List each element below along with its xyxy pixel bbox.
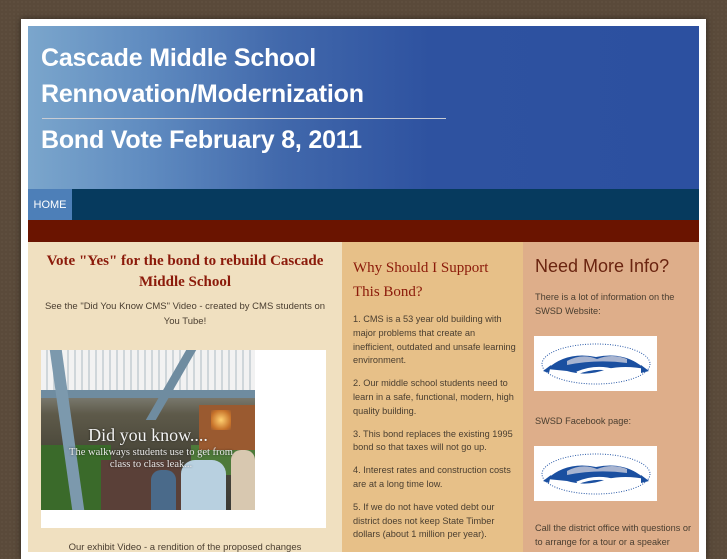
info-heading: Need More Info? bbox=[535, 256, 670, 276]
accent-band bbox=[28, 220, 699, 242]
site-header bbox=[28, 26, 699, 189]
swsd-facebook-link[interactable] bbox=[534, 446, 657, 501]
video-title: Did you know.... bbox=[88, 425, 208, 445]
why-item: 3. This bond replaces the existing 1995 bond so that taxes will not go up. bbox=[353, 428, 513, 453]
swsd-website-link[interactable] bbox=[534, 336, 657, 391]
website-text: There is a lot of information on the SWSD Website: bbox=[535, 292, 675, 316]
why-heading: Why Should I Support This Bond? bbox=[353, 260, 489, 300]
site-title-line1: Cascade Middle School bbox=[41, 44, 317, 72]
video-thumbnail[interactable] bbox=[41, 350, 255, 510]
why-item: 2. Our middle school students need to learn in a safe, functional, modern, high quality building. bbox=[353, 378, 514, 416]
site-title-line2: Rennovation/Modernization bbox=[41, 80, 364, 108]
why-item: 1. CMS is a 53 year old building with major problems that create an inefficient, outdated and unsafe learning environment. bbox=[353, 314, 516, 366]
main-column bbox=[28, 242, 342, 552]
main-heading: Vote "Yes" for the bond to rebuild Cascade Middle School bbox=[46, 253, 324, 290]
why-column bbox=[342, 242, 523, 552]
nav-item-home[interactable]: HOME bbox=[28, 189, 72, 220]
main-nav bbox=[28, 189, 699, 220]
swsd-logo-icon bbox=[537, 339, 655, 389]
video-subtitle: The walkways students use to get from class to class leak... bbox=[69, 447, 233, 470]
video-intro-text: See the "Did You Know CMS" Video - created by CMS students on You Tube! bbox=[44, 301, 326, 327]
why-list bbox=[353, 313, 518, 551]
header-divider bbox=[42, 118, 446, 119]
why-item: 5. If we do not have voted debt our district does not keep State Timber dollars (about 1 million per year). bbox=[353, 501, 495, 540]
facebook-text: SWSD Facebook page: bbox=[535, 416, 632, 426]
site-subtitle: Bond Vote February 8, 2011 bbox=[41, 126, 362, 154]
swsd-logo-icon bbox=[537, 449, 655, 499]
call-district-text: Call the district office with questions or to arrange for a tour or a speaker bbox=[535, 523, 692, 547]
info-column bbox=[523, 242, 699, 552]
video-embed[interactable] bbox=[41, 350, 326, 528]
why-item: 4. Interest rates and construction costs are at a long time low. bbox=[353, 465, 511, 489]
main-bottom-text: Our exhibit Video - a rendition of the proposed changes bbox=[68, 542, 302, 553]
